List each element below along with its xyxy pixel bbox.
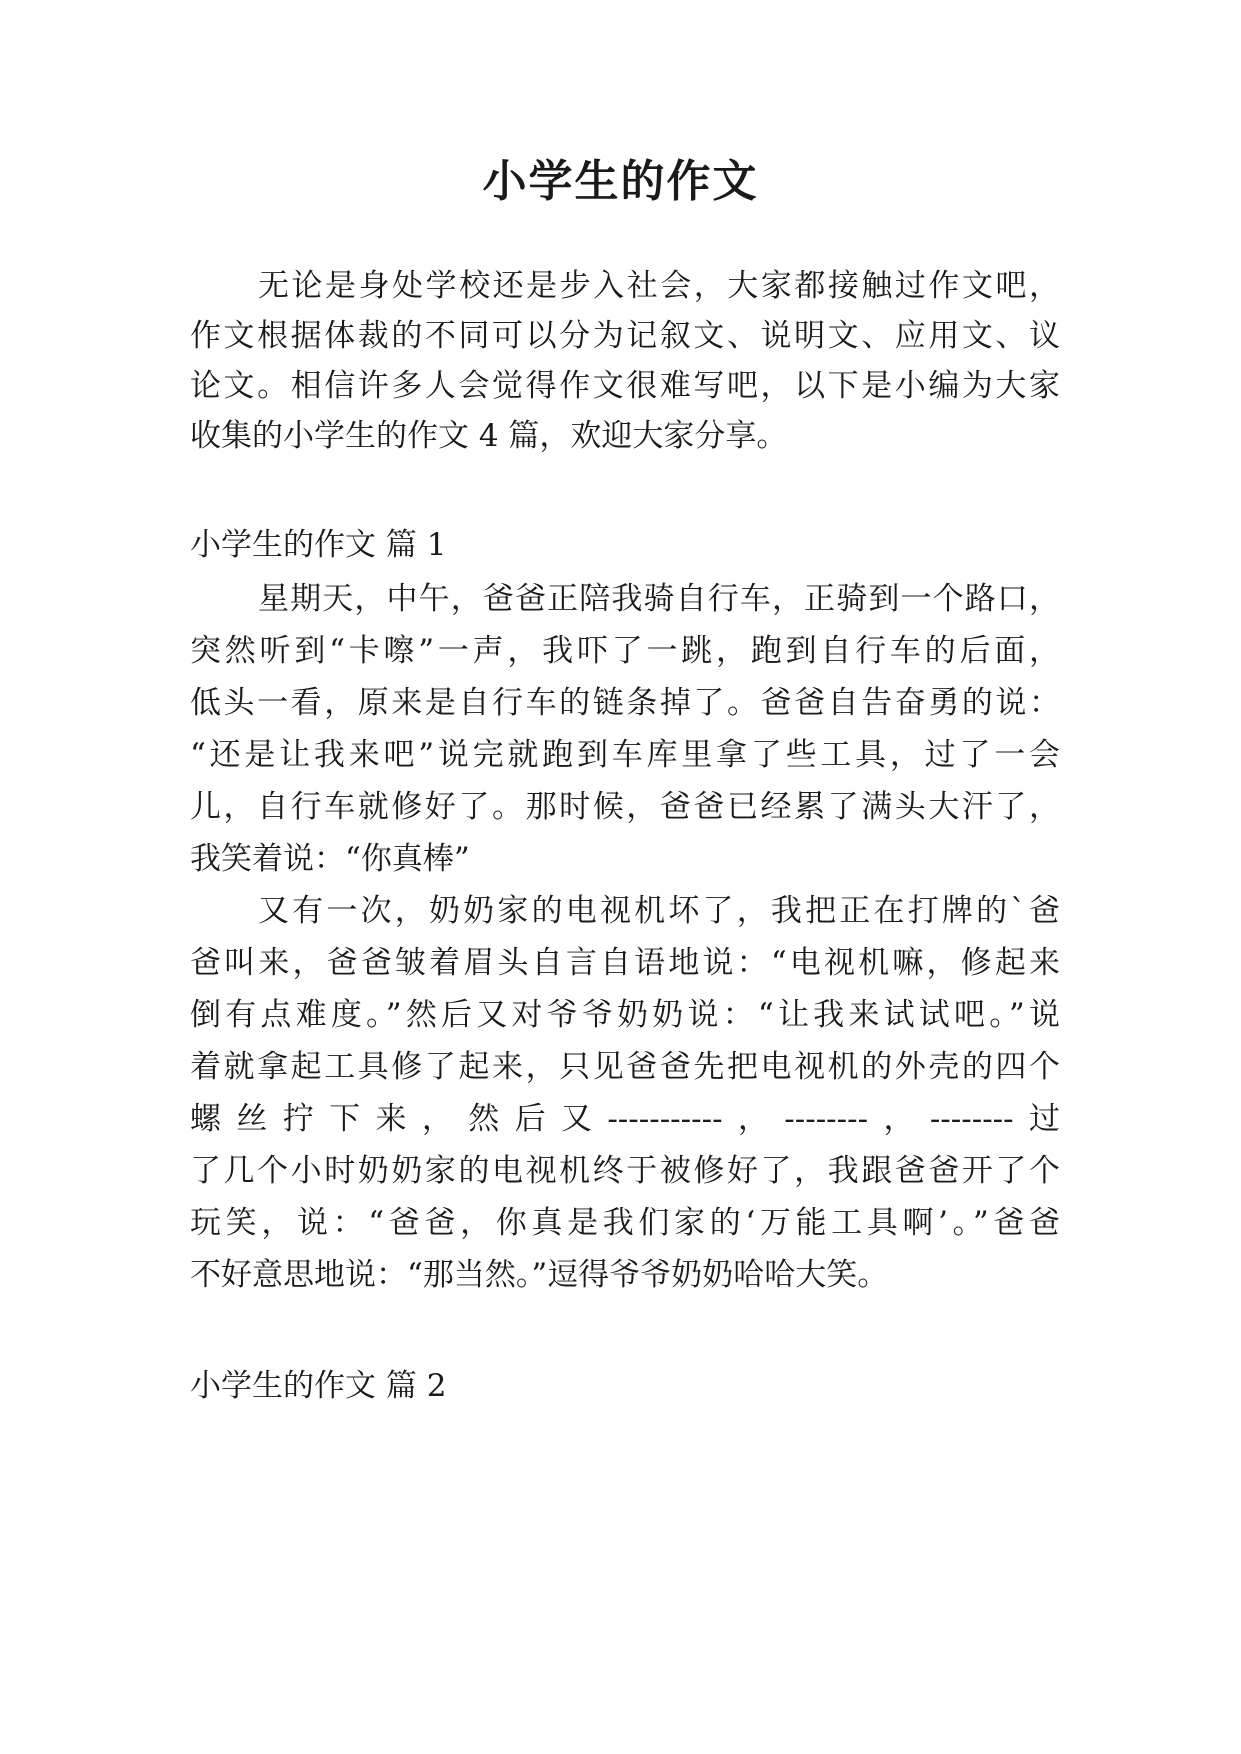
s1-p1-line-3: 低头一看，原来是自行车的链条掉了。爸爸自告奋勇的说： <box>190 685 1060 721</box>
s1-p1-line-5: 儿，自行车就修好了。那时候，爸爸已经累了满头大汗了， <box>190 789 1060 825</box>
s1-p2-line-3: 倒有点难度。”然后又对爷爷奶奶说：“让我来试试吧。”说 <box>190 997 1060 1033</box>
intro-line-2: 作文根据体裁的不同可以分为记叙文、说明文、应用文、议 <box>190 318 1060 354</box>
s1-p2-line-7: 玩笑，说：“爸爸，你真是我们家的‘万能工具啊’。”爸爸 <box>190 1205 1060 1241</box>
section-2-heading: 小学生的作文 篇 2 <box>190 1368 447 1404</box>
s1-p2-line-8: 不好意思地说：“那当然。”逗得爷爷奶奶哈哈大笑。 <box>190 1257 889 1293</box>
s1-p2-line-5: 螺丝拧下来，然后又-----------，--------，--------过 <box>190 1101 1060 1137</box>
s1-p2-line-6: 了几个小时奶奶家的电视机终于被修好了，我跟爸爸开了个 <box>190 1153 1060 1189</box>
document-title: 小学生的作文 <box>482 156 759 207</box>
intro-line-1: 无论是身处学校还是步入社会，大家都接触过作文吧， <box>258 268 1060 304</box>
s1-p2-line-1: 又有一次，奶奶家的电视机坏了，我把正在打牌的`爸 <box>258 893 1060 929</box>
s1-p1-line-4: “还是让我来吧”说完就跑到车库里拿了些工具，过了一会 <box>190 737 1060 773</box>
s1-p1-line-2: 突然听到“卡嚓”一声，我吓了一跳，跑到自行车的后面， <box>190 633 1060 669</box>
s1-p1-line-1: 星期天，中午，爸爸正陪我骑自行车，正骑到一个路口， <box>258 581 1060 617</box>
s1-p2-line-2: 爸叫来，爸爸皱着眉头自言自语地说：“电视机嘛，修起来 <box>190 945 1060 981</box>
s1-p2-line-4: 着就拿起工具修了起来，只见爸爸先把电视机的外壳的四个 <box>190 1049 1060 1085</box>
intro-line-3: 论文。相信许多人会觉得作文很难写吧，以下是小编为大家 <box>190 368 1060 404</box>
section-1-heading: 小学生的作文 篇 1 <box>190 527 447 563</box>
s1-p1-line-6: 我笑着说：“你真棒” <box>190 841 470 877</box>
intro-line-4: 收集的小学生的作文 4 篇，欢迎大家分享。 <box>190 418 788 454</box>
